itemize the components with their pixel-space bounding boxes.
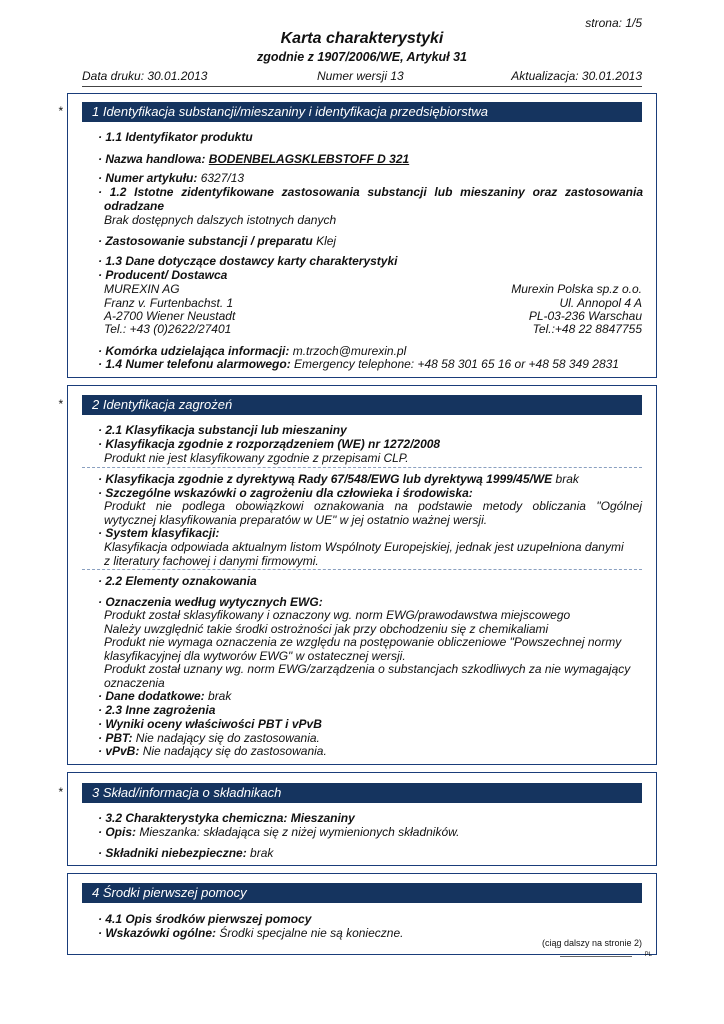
hazardous-components-value: brak xyxy=(250,846,274,860)
pbt-line: · PBT: Nie nadający się do zastosowania. xyxy=(98,731,320,745)
article-number: · Numer artykułu: 6327/13 xyxy=(98,171,245,185)
other-hazards-heading: · 2.3 Inne zagrożenia xyxy=(98,703,216,717)
revision-marker: * xyxy=(58,104,63,118)
trade-name-value: BODENBELAGSKLEBSTOFF D 321 xyxy=(208,152,410,166)
special-hazards-text: Produkt nie podlega obowiązkowi oznakowania na podstawie metody obliczania "Ogólnej xyxy=(104,499,642,513)
divider xyxy=(82,569,642,570)
description: · Opis: Mieszanka: składająca się z niżej wymienionych składników. xyxy=(98,825,460,839)
special-hazards-label: · Szczególne wskazówki o zagrożeniu dla człowieka i środowiska: xyxy=(98,486,473,500)
document-title: Karta charakterystyki xyxy=(280,30,444,47)
application-value: Klej xyxy=(316,234,337,248)
application: · Zastosowanie substancji / preparatu Klej xyxy=(98,234,337,248)
supplier-phone: Tel.:+48 22 8847755 xyxy=(532,322,642,336)
clp-classification-label: · Klasyfikacja zgodnie z rozporządzeniem (WE) nr 1272/2008 xyxy=(98,437,441,451)
ewg-marking-line: Produkt nie wymaga oznaczenia ze względu na postępowanie obliczeniowe "Powszechnej normy xyxy=(104,635,622,649)
header-divider xyxy=(82,86,642,87)
section-4-heading: 4 Środki pierwszej pomocy xyxy=(82,883,642,903)
general-information-value: Środki specjalne nie są konieczne. xyxy=(219,926,404,940)
pbt-value: Nie nadający się do zastosowania. xyxy=(135,731,320,745)
info-department: · Komórka udzielająca informacji: m.trzoch@murexin.pl xyxy=(98,344,407,358)
footer-rule xyxy=(560,956,632,957)
directive-classification-value: brak xyxy=(555,472,579,486)
info-email: m.trzoch@murexin.pl xyxy=(292,344,407,358)
ewg-marking-line: Produkt został uznany wg. norm EWG/zarządzenia o substancjach szkodliwych za nie wymagający xyxy=(104,662,631,676)
emergency-phone: · 1.4 Numer telefonu alarmowego: Emergency telephone: +48 58 301 65 16 or +48 58 349 2831 xyxy=(98,357,619,371)
ewg-marking-line: Produkt został sklasyfikowany i oznaczony wg. norm EWG/prawodawstwa miejscowego xyxy=(104,608,571,622)
supplier-street: Ul. Annopol 4 A xyxy=(559,296,642,310)
producer-heading: · Producent/ Dostawca xyxy=(98,268,228,282)
ewg-marking-line: oznaczenia xyxy=(104,676,165,690)
language-code: PL xyxy=(644,952,652,958)
producer-name: MUREXIN AG xyxy=(104,282,180,296)
label-elements-heading: · 2.2 Elementy oznakowania xyxy=(98,574,257,588)
directive-classification: · Klasyfikacja zgodnie z dyrektywą Rady 67/548/EWG lub dyrektywą 1999/45/WE brak xyxy=(98,472,579,486)
general-information: · Wskazówki ogólne: Środki specjalne nie są konieczne. xyxy=(98,926,404,940)
vpvb-value: Nie nadający się do zastosowania. xyxy=(142,744,327,758)
producer-street: Franz v. Furtenbachst. 1 xyxy=(104,296,234,310)
divider xyxy=(82,467,642,468)
section-3-heading: 3 Skład/informacja o składnikach xyxy=(82,783,642,803)
revision-marker: * xyxy=(58,397,63,411)
product-identifier-heading: · 1.1 Identyfikator produktu xyxy=(98,130,253,144)
page-number: strona: 1/5 xyxy=(585,16,642,30)
additional-data-value: brak xyxy=(208,689,232,703)
ewg-marking-label: · Oznaczenia według wytycznych EWG: xyxy=(98,595,323,609)
producer-city: A-2700 Wiener Neustadt xyxy=(104,309,236,323)
section-1-heading: 1 Identyfikacja substancji/mieszaniny i identyfikacja przedsiębiorstwa xyxy=(82,102,642,122)
continued-note: (ciąg dalszy na stronie 2) xyxy=(541,938,642,948)
pbt-assessment-heading: · Wyniki oceny właściwości PBT i vPvB xyxy=(98,717,322,731)
classification-system-text: Klasyfikacja odpowiada aktualnym listom Wspólnoty Europejskiej, jednak jest uzupełniona danymi xyxy=(104,540,624,554)
vpvb-line: · vPvB: Nie nadający się do zastosowania. xyxy=(98,744,327,758)
first-aid-measures-heading: · 4.1 Opis środków pierwszej pomocy xyxy=(98,912,312,926)
emergency-phone-value: Emergency telephone: +48 58 301 65 16 or +48 58 349 2831 xyxy=(294,357,619,371)
ewg-marking-line: klasyfikacyjnej dla wytworów EWG" w ostatecznej wersji. xyxy=(104,649,406,663)
version-number: Numer wersji 13 xyxy=(317,69,404,83)
special-hazards-text-cont: wytycznej klasyfikowania preparatów w UE" w jej ostatnio ważnej wersji. xyxy=(104,513,488,527)
description-value: Mieszanka: składająca się z niżej wymienionych składników. xyxy=(139,825,460,839)
article-number-value: 6327/13 xyxy=(200,171,245,185)
supplier-name: Murexin Polska sp.z o.o. xyxy=(511,282,642,296)
section-2-heading: 2 Identyfikacja zagrożeń xyxy=(82,395,642,415)
revision-marker: * xyxy=(58,785,63,799)
ewg-marking-line: Należy uwzględnić takie środki ostrożności jak przy obchodzeniu się z chemikaliami xyxy=(104,622,549,636)
clp-classification-text: Produkt nie jest klasyfikowany zgodnie z przepisami CLP. xyxy=(104,451,409,465)
classification-system-text-cont: z literatury fachowej i danymi firmowymi. xyxy=(104,554,319,568)
document-subtitle: zgodnie z 1907/2006/WE, Artykuł 31 xyxy=(256,50,468,64)
hazardous-components: · Składniki niebezpieczne: brak xyxy=(98,846,274,860)
additional-data: · Dane dodatkowe: brak xyxy=(98,689,232,703)
supplier-city: PL-03-236 Warschau xyxy=(528,309,642,323)
identified-uses-heading: · 1.2 Istotne zidentyfikowane zastosowania substancji lub mieszaniny oraz zastosowania xyxy=(98,185,643,199)
classification-system-label: · System klasyfikacji: xyxy=(98,526,220,540)
update-date: Aktualizacja: 30.01.2013 xyxy=(511,69,642,83)
supplier-details-heading: · 1.3 Dane dotyczące dostawcy karty charakterystyki xyxy=(98,254,398,268)
classification-heading: · 2.1 Klasyfikacja substancji lub mieszaniny xyxy=(98,423,347,437)
print-date: Data druku: 30.01.2013 xyxy=(82,69,208,83)
chemical-characterization: · 3.2 Charakterystyka chemiczna: Mieszaniny xyxy=(98,811,355,825)
identified-uses-text: Brak dostępnych dalszych istotnych danych xyxy=(104,213,337,227)
producer-phone: Tel.: +43 (0)2622/27401 xyxy=(104,322,232,336)
identified-uses-heading-cont: odradzane xyxy=(104,199,165,213)
trade-name: · Nazwa handlowa: BODENBELAGSKLEBSTOFF D 321 xyxy=(98,152,410,166)
